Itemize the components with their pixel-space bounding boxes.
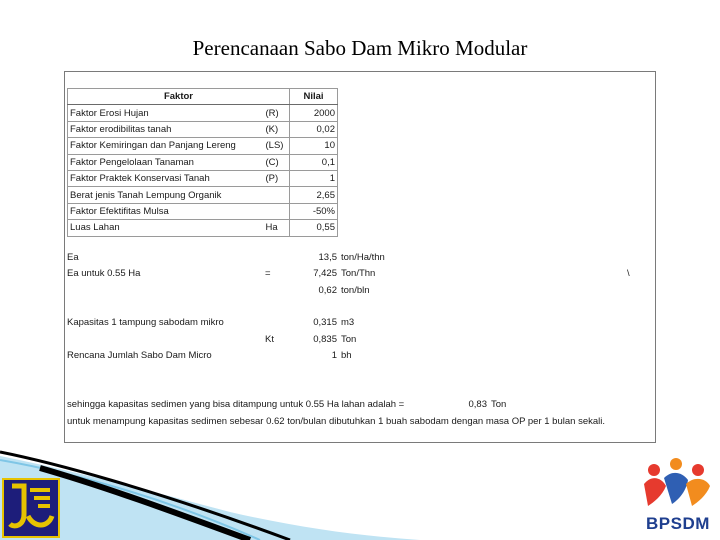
calc-label: Ea xyxy=(67,252,79,263)
header-nilai: Nilai xyxy=(290,89,338,105)
factor-symbol: (R) xyxy=(264,105,290,121)
factor-symbol xyxy=(264,187,290,203)
slide-title: Perencanaan Sabo Dam Mikro Modular xyxy=(192,36,528,60)
calc-unit: bh xyxy=(341,350,352,361)
factor-name: Faktor Kemiringan dan Panjang Lereng xyxy=(68,138,264,154)
factor-symbol xyxy=(264,203,290,219)
factor-symbol: (P) xyxy=(264,170,290,186)
calc-value: 0,62 xyxy=(318,285,337,296)
pu-logo xyxy=(2,478,60,538)
table-row xyxy=(68,203,338,219)
factor-name: Faktor Praktek Konservasi Tanah xyxy=(68,170,264,186)
factor-name: Faktor Erosi Hujan xyxy=(68,105,264,121)
table-row xyxy=(68,170,338,186)
table-header-row xyxy=(68,89,338,105)
table-row xyxy=(68,138,338,154)
calc-mark: \ xyxy=(627,268,630,279)
calc-value: 1 xyxy=(331,350,337,361)
factor-name: Berat jenis Tanah Lempung Organik xyxy=(68,187,264,203)
spreadsheet-image xyxy=(64,71,656,443)
factor-name: Faktor Pengelolaan Tanaman xyxy=(68,154,264,170)
faktor-table xyxy=(67,88,338,237)
calc-value: 0,315 xyxy=(313,317,337,328)
calc-value: 0,835 xyxy=(313,334,337,345)
factor-value: 10 xyxy=(290,138,338,154)
table-row xyxy=(68,187,338,203)
calc-value: 13,5 xyxy=(318,252,337,263)
calc-value: 7,425 xyxy=(313,268,337,279)
conclusion-text: sehingga kapasitas sedimen yang bisa ditampung untuk 0.55 Ha lahan adalah = xyxy=(67,399,405,410)
factor-value: 0,1 xyxy=(290,154,338,170)
factor-symbol: (K) xyxy=(264,121,290,137)
factor-value: 0,02 xyxy=(290,121,338,137)
calc-unit: m3 xyxy=(341,317,355,328)
conclusion-value: 0,83 xyxy=(468,399,487,410)
factor-symbol: Ha xyxy=(264,220,290,236)
factor-value: -50% xyxy=(290,203,338,219)
conclusion-unit: Ton xyxy=(491,399,507,410)
table-row xyxy=(68,154,338,170)
factor-symbol: (C) xyxy=(264,154,290,170)
footer-wave-graphic xyxy=(0,448,420,540)
calc-unit: Ton/Thn xyxy=(341,268,376,279)
table-row xyxy=(68,105,338,121)
calc-unit: ton/bln xyxy=(341,285,370,296)
requirement-line xyxy=(67,416,605,427)
table-row xyxy=(68,220,338,236)
conclusion-line xyxy=(67,399,507,410)
requirement-text: untuk menampung kapasitas sedimen sebesar 0.62 ton/bulan dibutuhkan 1 buah sabodam dengan masa OP per 1 bulan sekali. xyxy=(67,416,605,427)
calc-unit: ton/Ha/thn xyxy=(341,252,385,263)
factor-symbol: (LS) xyxy=(264,138,290,154)
bpsdm-label: BPSDM xyxy=(646,514,710,533)
factor-value: 0,55 xyxy=(290,220,338,236)
table-row xyxy=(68,121,338,137)
calc-label: Ea untuk 0.55 Ha xyxy=(67,268,141,279)
header-faktor: Faktor xyxy=(68,89,290,105)
factor-value: 2,65 xyxy=(290,187,338,203)
calc-mid: Kt xyxy=(265,334,274,345)
factor-name: Luas Lahan xyxy=(68,220,264,236)
calc-label: Kapasitas 1 tampung sabodam mikro xyxy=(67,317,224,328)
calc-label: Rencana Jumlah Sabo Dam Micro xyxy=(67,350,212,361)
factor-name: Faktor erodibilitas tanah xyxy=(68,121,264,137)
calc-mid: = xyxy=(265,268,271,279)
factor-name: Faktor Efektifitas Mulsa xyxy=(68,203,264,219)
calc-unit: Ton xyxy=(341,334,357,345)
factor-value: 1 xyxy=(290,170,338,186)
factor-value: 2000 xyxy=(290,105,338,121)
